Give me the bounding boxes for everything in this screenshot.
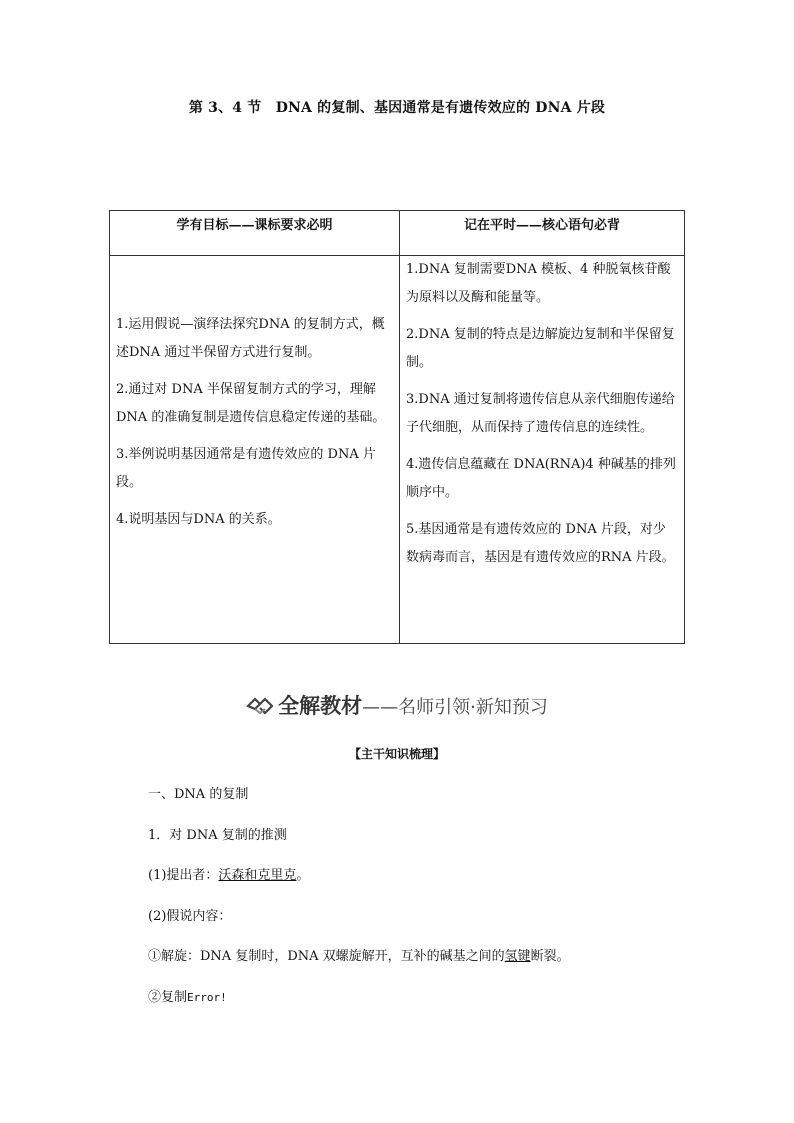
goals-list [110,256,400,644]
table-header-goals: 学有目标——课标要求必明 [110,211,400,256]
proposer-end: 。 [296,868,310,883]
goal-item: 3.举例说明基因通常是有遗传效应的 DNA 片段。 [116,447,376,490]
unwind-line [148,945,570,964]
book-logo-icon [246,696,274,714]
banner-sub-text: ——名师引领·新知预习 [362,697,548,718]
goal-item: 2.通过对 DNA 半保留复制方式的学习，理解 DNA 的准确复制是遗传信息稳定传递的基础。 [116,382,386,425]
key-sentence-item: 4.遗传信息蕴藏在 DNA(RNA)4 种碱基的排列顺序中。 [406,457,676,500]
hydrogen-bond-term: 氢键 [504,949,531,964]
unwind-end: 断裂。 [530,949,570,964]
section-heading: 【主干知识梳理】 [348,747,445,761]
heading-dna-replication: 一、DNA 的复制 [148,787,249,802]
proposer-name: 沃森和克里克 [218,868,297,883]
proposer-line [148,864,309,883]
goals-table [109,210,685,644]
copy-line [148,986,227,1005]
table-header-key-sentences: 记在平时——核心语句必背 [400,211,685,256]
error-field: Error! [187,991,227,1004]
page-title: 第 3、4 节 DNA 的复制、基因通常是有遗传效应的 DNA 片段 [188,100,606,116]
key-sentence-item: 2.DNA 复制的特点是边解旋边复制和半保留复制。 [406,327,675,370]
section-banner [0,690,794,720]
hypothesis-label: (2)假说内容： [148,909,232,924]
key-sentence-item: 5.基因通常是有遗传效应的 DNA 片段，对少数病毒而言，基因是有遗传效应的RNA 片段。 [406,522,675,565]
goal-item: 1.运用假说—演绎法探究DNA 的复制方式，概述DNA 通过半保留方式进行复制。 [116,317,385,360]
key-sentence-item: 3.DNA 通过复制将遗传信息从亲代细胞传递给子代细胞，从而保持了遗传信息的连续性。 [406,392,675,435]
copy-label: ②复制 [148,990,188,1005]
key-sentence-item: 1.DNA 复制需要DNA 模板、4 种脱氧核苷酸为原料以及酶和能量等。 [406,262,671,305]
proposer-label: (1)提出者： [148,868,219,883]
subheading-speculation: 1．对 DNA 复制的推测 [148,828,287,843]
unwind-text: ①解旋：DNA 复制时，DNA 双螺旋解开，互补的碱基之间的 [148,949,505,964]
banner-main-text: 全解教材 [278,694,363,718]
goal-item: 4.说明基因与DNA 的关系。 [116,512,281,527]
key-sentences-list [400,256,685,644]
